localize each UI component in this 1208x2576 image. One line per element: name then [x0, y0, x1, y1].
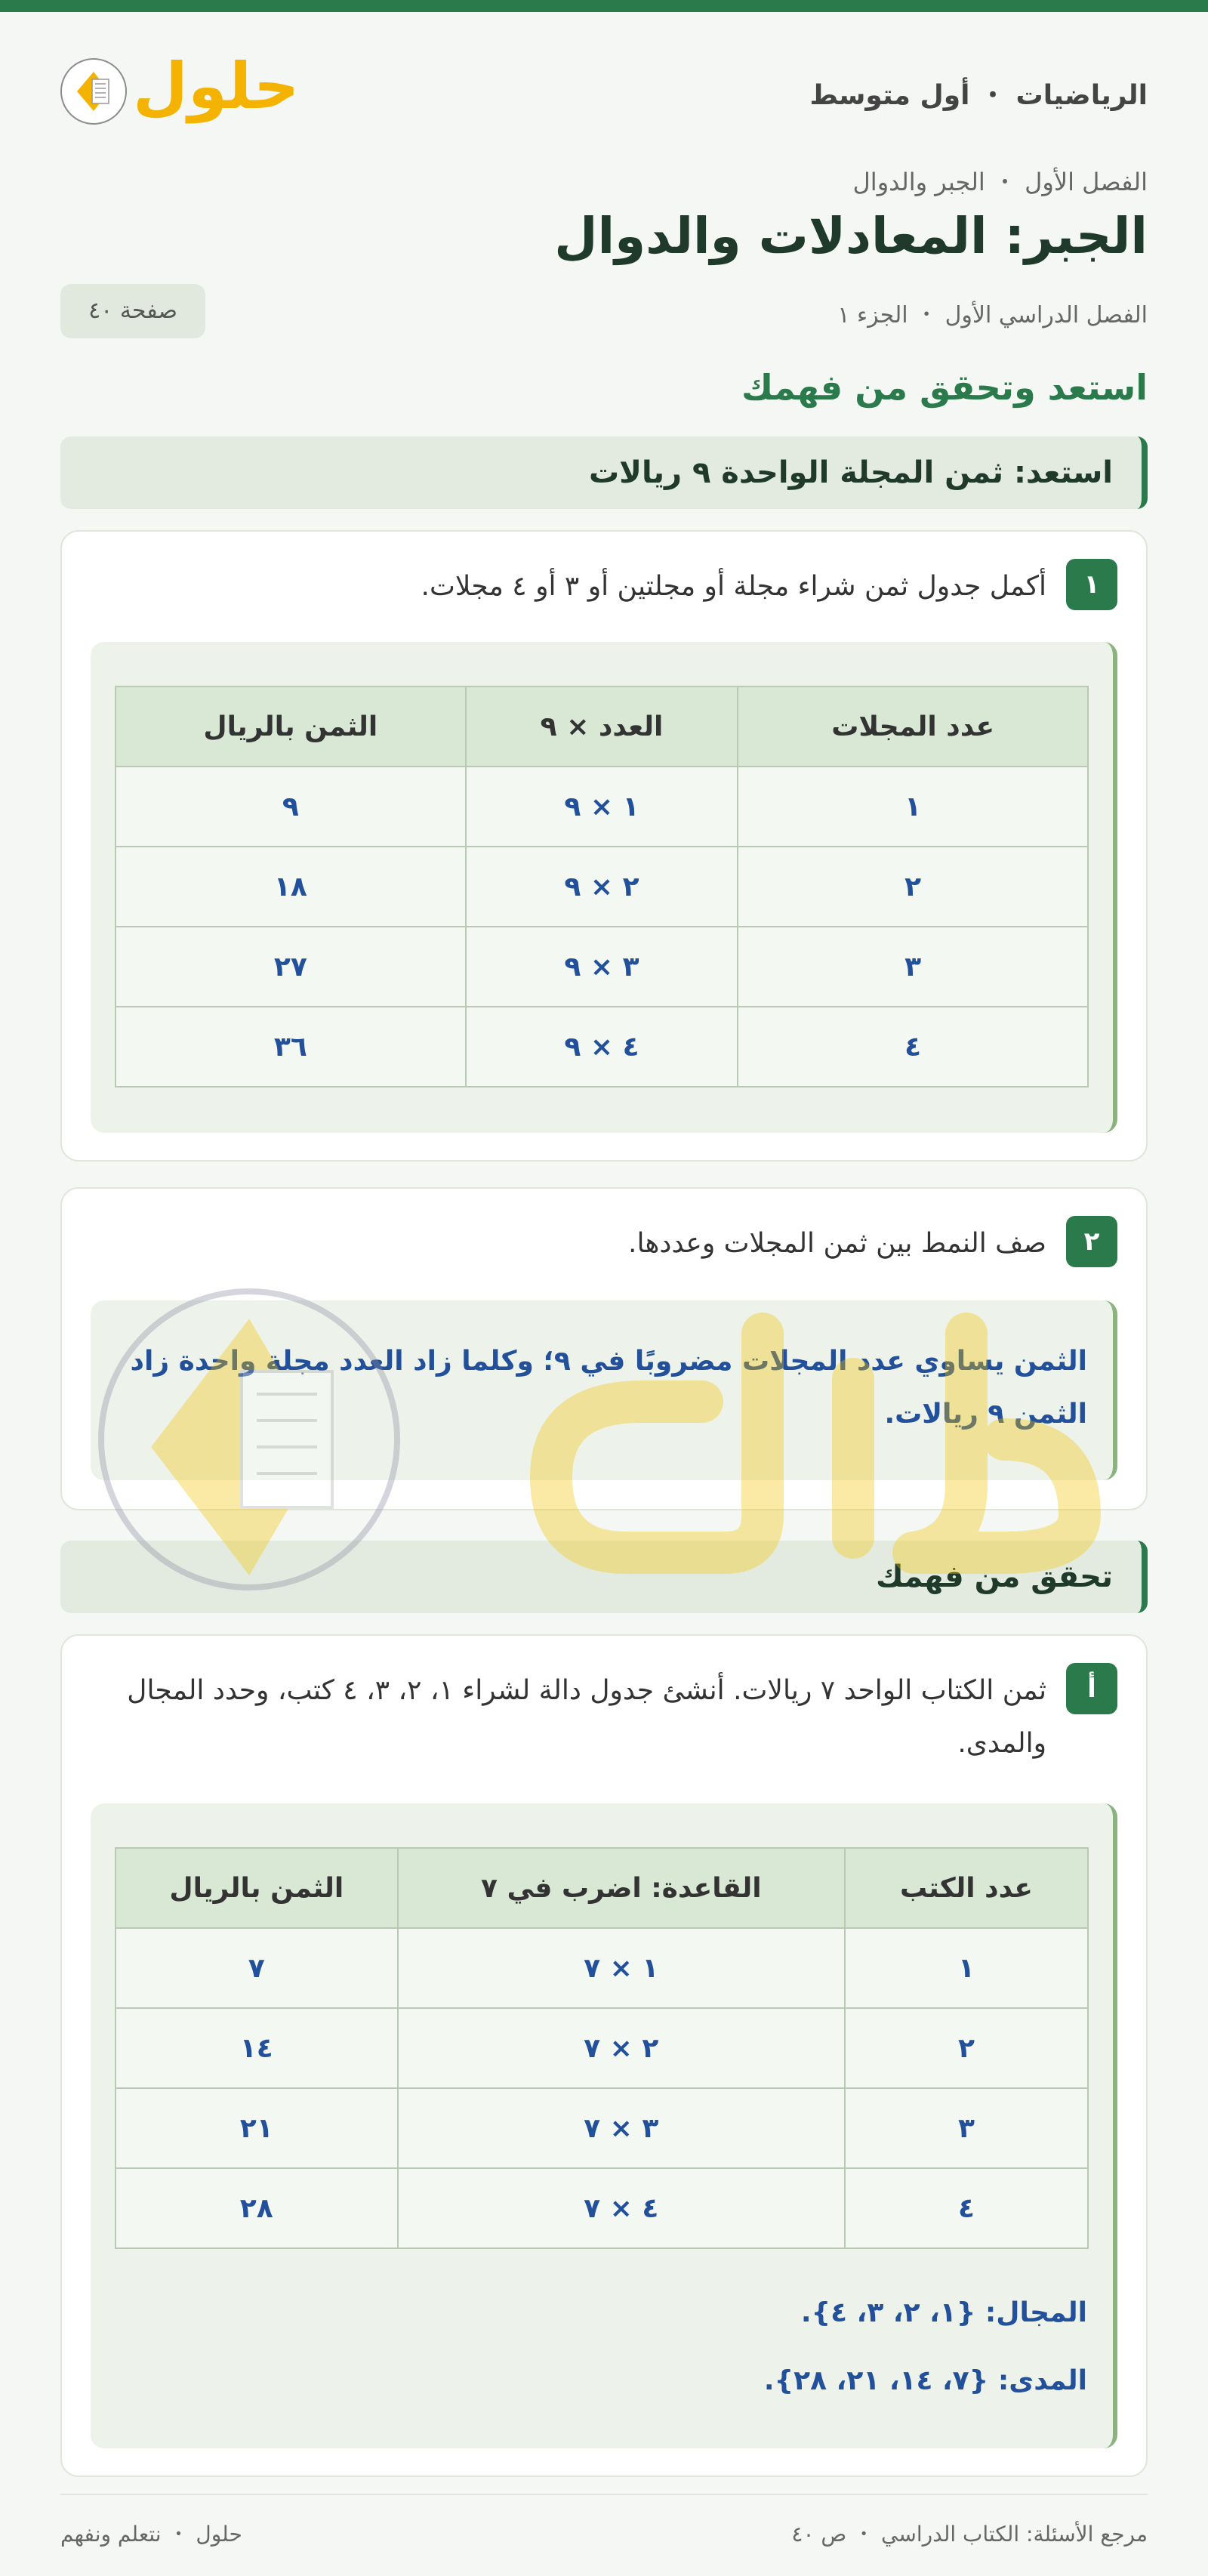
table-cell: ٣ × ٧	[398, 2088, 845, 2168]
book-price-table	[115, 1847, 1089, 2249]
table-cell: ٤	[845, 2168, 1088, 2248]
column-header: عدد الكتب	[845, 1848, 1088, 1928]
table-cell: ٢ × ٩	[466, 847, 738, 927]
footer-reference: مرجع الأسئلة: الكتاب الدراسي ・ ص ٤٠	[791, 2522, 1148, 2547]
page	[60, 12, 1148, 2576]
question-card-a	[60, 1634, 1148, 2477]
table-cell: ١ × ٩	[466, 767, 738, 847]
page-number-badge: صفحة ٤٠	[60, 284, 205, 338]
table-cell: ٢٧	[116, 927, 466, 1007]
column-header: عدد المجلات	[738, 686, 1088, 767]
table-header-row	[116, 1848, 1088, 1928]
column-header: القاعدة: اضرب في ٧	[398, 1848, 845, 1928]
table-cell: ٣٦	[116, 1007, 466, 1087]
table-cell: ١	[845, 1928, 1088, 2008]
logo-book-icon	[60, 58, 127, 125]
page-title: الجبر: المعادلات والدوال	[554, 207, 1148, 265]
answer-table-box	[91, 1803, 1117, 2448]
table-cell: ٢١	[116, 2088, 398, 2168]
table-cell: ٢٨	[116, 2168, 398, 2248]
table-cell: ٢ × ٧	[398, 2008, 845, 2088]
question-text: ثمن الكتاب الواحد ٧ ريالات. أنشئ جدول دالة لشراء ١، ٢، ٣، ٤ كتب، وحدد المجال والمدى.	[127, 1675, 1046, 1759]
logo-wordmark: حلول	[133, 49, 300, 123]
table-cell: ٤	[738, 1007, 1088, 1087]
table-cell: ٣	[738, 927, 1088, 1007]
ready-band-text: استعد: ثمن المجلة الواحدة ٩ ريالات	[588, 455, 1113, 490]
column-header: الثمن بالريال	[116, 686, 466, 767]
pattern-answer: الثمن يساوي عدد المجلات مضروبًا في ٩؛ وكلما زاد العدد مجلة واحدة زاد الثمن ٩ ريالات.	[130, 1346, 1087, 1430]
domain-answer: المجال: {١، ٢، ٣، ٤}.	[800, 2297, 1087, 2328]
table-cell: ٢	[738, 847, 1088, 927]
check-band-text: تحقق من فهمك	[876, 1559, 1113, 1594]
answer-table-box	[91, 642, 1117, 1133]
table-cell: ٩	[116, 767, 466, 847]
table-cell: ٢	[845, 2008, 1088, 2088]
table-row	[116, 767, 1088, 847]
column-header: العدد × ٩	[466, 686, 738, 767]
question-number-badge: أ	[1066, 1663, 1117, 1714]
table-header-row	[116, 686, 1088, 767]
page-header	[60, 51, 1148, 127]
subject-label: الرياضيات ・ أول متوسط	[809, 80, 1148, 111]
question-card-2	[60, 1187, 1148, 1510]
table-cell: ٣ × ٩	[466, 927, 738, 1007]
question-number-badge: ١	[1066, 559, 1117, 610]
table-cell: ١ × ٧	[398, 1928, 845, 2008]
footer-brand: حلول ・ نتعلم ونفهم	[60, 2522, 242, 2547]
table-cell: ٤ × ٩	[466, 1007, 738, 1087]
site-logo[interactable]	[60, 49, 300, 127]
question-card-1	[60, 530, 1148, 1162]
table-row	[116, 927, 1088, 1007]
table-cell: ٤ × ٧	[398, 2168, 845, 2248]
section-heading: استعد وتحقق من فهمك	[741, 367, 1148, 408]
check-understanding-band	[60, 1541, 1148, 1613]
table-cell: ٧	[116, 1928, 398, 2008]
question-number-badge: ٢	[1066, 1216, 1117, 1267]
table-row	[116, 2088, 1088, 2168]
table-row	[116, 2168, 1088, 2248]
magazine-price-table	[115, 686, 1089, 1087]
range-answer: المدى: {٧، ١٤، ٢١، ٢٨}.	[763, 2365, 1087, 2396]
answer-box	[91, 1300, 1117, 1480]
table-cell: ١٨	[116, 847, 466, 927]
breadcrumb: الفصل الأول ・ الجبر والدوال	[852, 168, 1148, 196]
top-accent-bar	[0, 0, 1208, 12]
table-cell: ١٤	[116, 2008, 398, 2088]
table-cell: ٣	[845, 2088, 1088, 2168]
column-header: الثمن بالريال	[116, 1848, 398, 1928]
ready-band	[60, 437, 1148, 509]
question-text: أكمل جدول ثمن شراء مجلة أو مجلتين أو ٣ أو ٤ مجلات.	[421, 571, 1046, 602]
table-row	[116, 847, 1088, 927]
table-row	[116, 2008, 1088, 2088]
table-cell: ١	[738, 767, 1088, 847]
question-text: صف النمط بين ثمن المجلات وعددها.	[628, 1228, 1046, 1259]
table-row	[116, 1928, 1088, 2008]
semester-label: الفصل الدراسي الأول ・ الجزء ١	[837, 302, 1148, 329]
table-row	[116, 1007, 1088, 1087]
footer-divider	[60, 2494, 1148, 2495]
